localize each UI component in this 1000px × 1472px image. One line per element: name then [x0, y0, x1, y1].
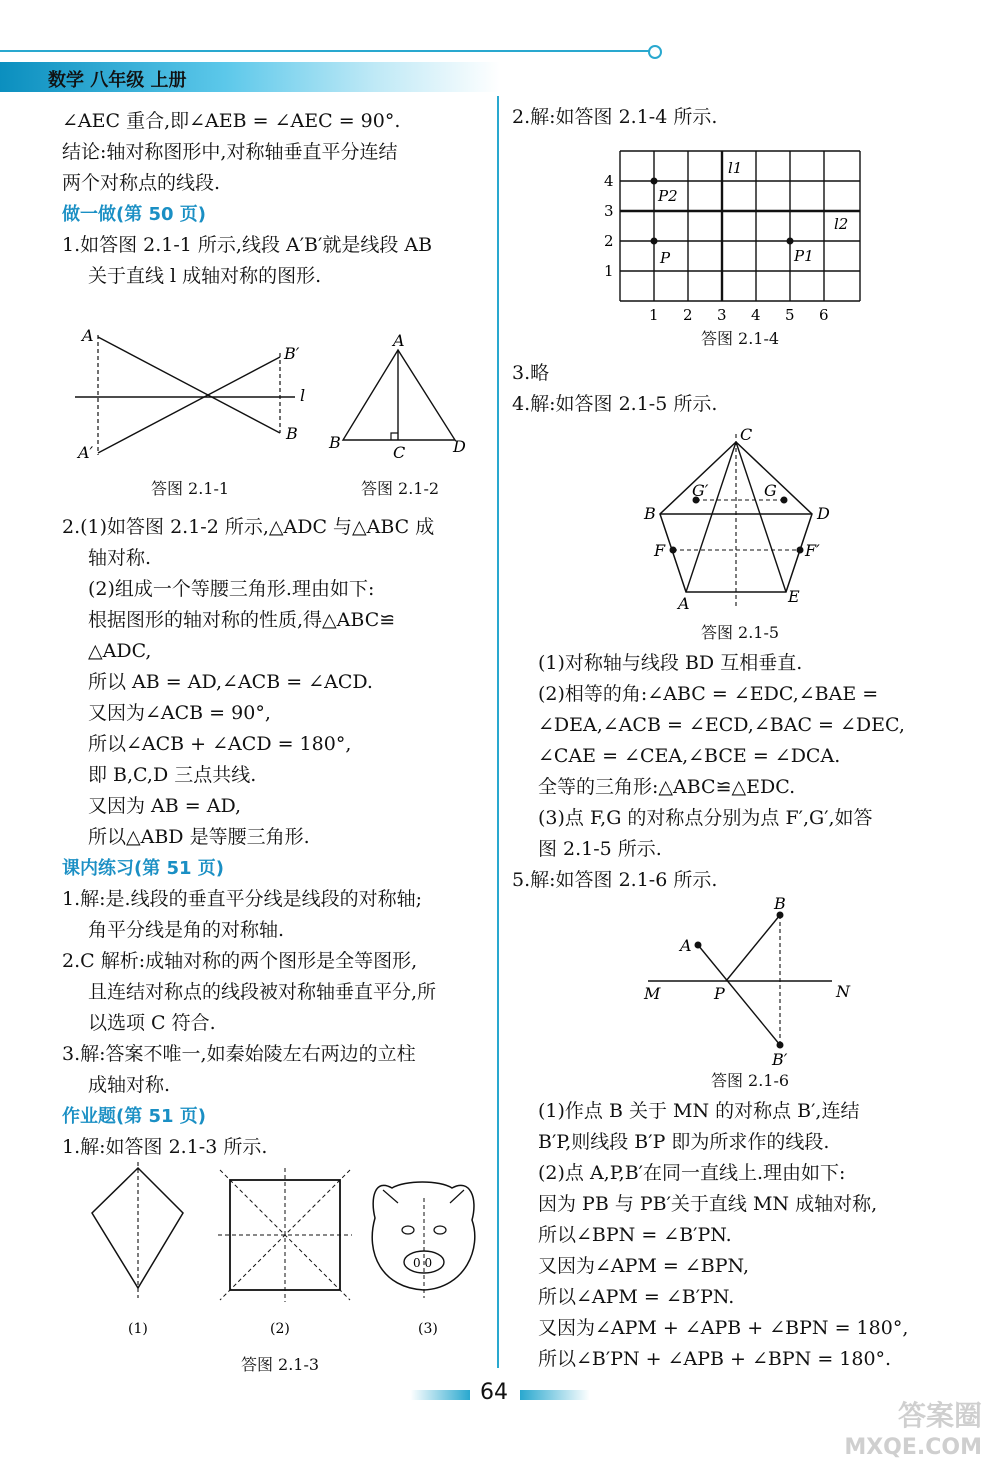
section-heading: 作业题(第 51 页): [62, 1106, 207, 1127]
text-line: 所以∠B′PN + ∠APB + ∠BPN = 180°.: [538, 1348, 892, 1370]
label-C: C: [393, 443, 406, 462]
label-C: C: [740, 425, 753, 444]
label-G: G: [764, 481, 777, 500]
text-line: 以选项 C 符合.: [88, 1012, 216, 1034]
text-line: 因为 PB 与 PB′关于直线 MN 成轴对称,: [538, 1193, 878, 1215]
x-tick: 6: [819, 306, 829, 324]
text-line: 所以∠BPN = ∠B′PN.: [538, 1224, 732, 1246]
text-line: 所以∠ACB + ∠ACD = 180°,: [88, 733, 352, 755]
label-A-prime: A′: [78, 443, 94, 462]
label-B: B: [329, 433, 341, 452]
right-text-block-2: [512, 358, 717, 420]
figure-2-1-3: [80, 1158, 500, 1348]
label-A: A: [680, 936, 692, 955]
x-tick: 5: [785, 306, 795, 324]
caption-2-1-2: 答图 2.1-2: [360, 479, 440, 498]
caption-2-1-5: 答图 2.1-5: [700, 623, 780, 642]
text-line: 1.解:如答图 2.1-3 所示.: [62, 1136, 268, 1158]
header-rule-dot: [648, 45, 662, 59]
text-line: 1.解:是.线段的垂直平分线是线段的对称轴;: [62, 888, 422, 910]
label-E: E: [788, 587, 800, 606]
label-A: A: [678, 594, 690, 613]
left-text-block-1: [62, 106, 432, 292]
x-tick: 4: [751, 306, 761, 324]
label-B-prime: B′: [284, 344, 300, 363]
text-line: 所以 AB = AD,∠ACB = ∠ACD.: [88, 671, 373, 693]
watermark-url: MXQE.COM: [844, 1435, 982, 1460]
point-P1: P1: [794, 247, 814, 265]
text-line: 即 B,C,D 三点共线.: [88, 764, 257, 786]
line-l2: l2: [834, 215, 849, 233]
watermark: [844, 1400, 982, 1464]
figure-2-1-2: [325, 332, 475, 462]
text-line: 两个对称点的线段.: [62, 172, 221, 194]
figure-2-1-4: [598, 145, 878, 325]
text-line: ∠CAE = ∠CEA,∠BCE = ∠DCA.: [538, 745, 841, 767]
text-line: 轴对称.: [88, 547, 152, 569]
text-line: 所以∠APM = ∠B′PN.: [538, 1286, 735, 1308]
caption-2-1-3: 答图 2.1-3: [240, 1355, 320, 1374]
caption-2-1-1: 答图 2.1-1: [150, 479, 230, 498]
label-A: A: [82, 326, 94, 345]
text-line: △ADC,: [88, 640, 152, 662]
right-text-block-3: [512, 648, 905, 896]
text-line: (3)点 F,G 的对称点分别为点 F′,G′,如答: [538, 807, 873, 829]
x-tick: 3: [717, 306, 727, 324]
sub-caption: (3): [418, 1321, 438, 1337]
label-B: B: [644, 504, 656, 523]
point-P2: P2: [658, 187, 678, 205]
line-l1: l1: [728, 159, 743, 177]
label-M: M: [644, 984, 661, 1003]
label-B: B: [286, 424, 298, 443]
text-line: 图 2.1-5 所示.: [538, 838, 662, 860]
text-line: 又因为∠APM + ∠APB + ∠BPN = 180°,: [538, 1317, 909, 1339]
label-G-prime: G′: [692, 481, 709, 500]
sub-caption: (2): [270, 1321, 290, 1337]
page-number-decoration-right: [520, 1390, 590, 1400]
text-line: ∠DEA,∠ACB = ∠ECD,∠BAC = ∠DEC,: [538, 714, 905, 736]
text-line: 又因为∠ACB = 90°,: [88, 702, 271, 724]
label-N: N: [836, 982, 850, 1001]
left-text-block-2: [62, 512, 436, 1163]
header-rule: [0, 50, 655, 52]
x-tick: 1: [649, 306, 659, 324]
y-tick: 3: [604, 202, 614, 220]
text-line: 2.C 解析:成轴对称的两个图形是全等图形,: [62, 950, 418, 972]
label-D: D: [817, 504, 830, 523]
text-line: 结论:轴对称图形中,对称轴垂直平分连结: [62, 141, 398, 163]
figure-2-1-6: [640, 895, 870, 1070]
label-B-prime: B′: [772, 1050, 788, 1069]
page-number-decoration-left: [410, 1390, 470, 1400]
text-line: 且连结对称点的线段被对称轴垂直平分,所: [88, 981, 437, 1003]
y-tick: 2: [604, 232, 614, 250]
page-number: 64: [480, 1380, 508, 1405]
text-line: 4.解:如答图 2.1-5 所示.: [512, 393, 718, 415]
section-heading: 做一做(第 50 页): [62, 204, 207, 225]
label-D: D: [453, 437, 466, 456]
label-B: B: [774, 895, 786, 913]
header-bar: [0, 62, 500, 92]
figure-2-1-1: [70, 325, 320, 465]
text-line: 3.略: [512, 362, 550, 384]
text-line: 所以△ABD 是等腰三角形.: [88, 826, 310, 848]
label-F-prime: F′: [805, 541, 820, 560]
text-line: 角平分线是角的对称轴.: [88, 919, 285, 941]
text-line: (2)点 A,P,B′在同一直线上.理由如下:: [538, 1162, 846, 1184]
caption-2-1-6: 答图 2.1-6: [710, 1071, 790, 1090]
y-tick: 1: [604, 262, 614, 280]
text-line: 关于直线 l 成轴对称的图形.: [88, 265, 322, 287]
text-line: 1.如答图 2.1-1 所示,线段 A′B′就是线段 AB: [62, 234, 433, 256]
text-line: (2)组成一个等腰三角形.理由如下:: [88, 578, 375, 600]
pig-nostrils: 0 0: [413, 1256, 433, 1270]
text-line: (2)相等的角:∠ABC = ∠EDC,∠BAE =: [538, 683, 879, 705]
label-A: A: [393, 332, 405, 350]
right-text-block-1: [512, 102, 717, 133]
text-line: B′P,则线段 B′P 即为所求作的线段.: [538, 1131, 830, 1153]
section-heading: 课内练习(第 51 页): [62, 858, 225, 879]
book-title: 数学 八年级 上册: [48, 70, 187, 91]
caption-2-1-4: 答图 2.1-4: [700, 329, 780, 348]
label-P: P: [714, 984, 725, 1003]
text-line: (1)作点 B 关于 MN 的对称点 B′,连结: [538, 1100, 860, 1122]
point-P: P: [660, 249, 671, 267]
text-line: ∠AEC 重合,即∠AEB = ∠AEC = 90°.: [62, 110, 401, 132]
text-line: 5.解:如答图 2.1-6 所示.: [512, 869, 718, 891]
text-line: (1)对称轴与线段 BD 互相垂直.: [538, 652, 803, 674]
watermark-logo: 答案圈: [897, 1399, 982, 1432]
text-line: 2.解:如答图 2.1-4 所示.: [512, 106, 718, 128]
text-line: 2.(1)如答图 2.1-2 所示,△ADC 与△ABC 成: [62, 516, 435, 538]
sub-caption: (1): [128, 1321, 148, 1337]
y-tick: 4: [604, 172, 614, 190]
label-F: F: [654, 541, 666, 560]
figure-2-1-5: [640, 424, 840, 614]
text-line: 又因为 AB = AD,: [88, 795, 242, 817]
text-line: 根据图形的轴对称的性质,得△ABC≌: [88, 609, 396, 631]
right-text-block-4: [512, 1096, 908, 1375]
text-line: 全等的三角形:△ABC≌△EDC.: [538, 776, 796, 798]
label-l: l: [300, 386, 306, 405]
text-line: 成轴对称.: [88, 1074, 171, 1096]
text-line: 3.解:答案不唯一,如秦始陵左右两边的立柱: [62, 1043, 416, 1065]
x-tick: 2: [683, 306, 693, 324]
text-line: 又因为∠APM = ∠BPN,: [538, 1255, 749, 1277]
